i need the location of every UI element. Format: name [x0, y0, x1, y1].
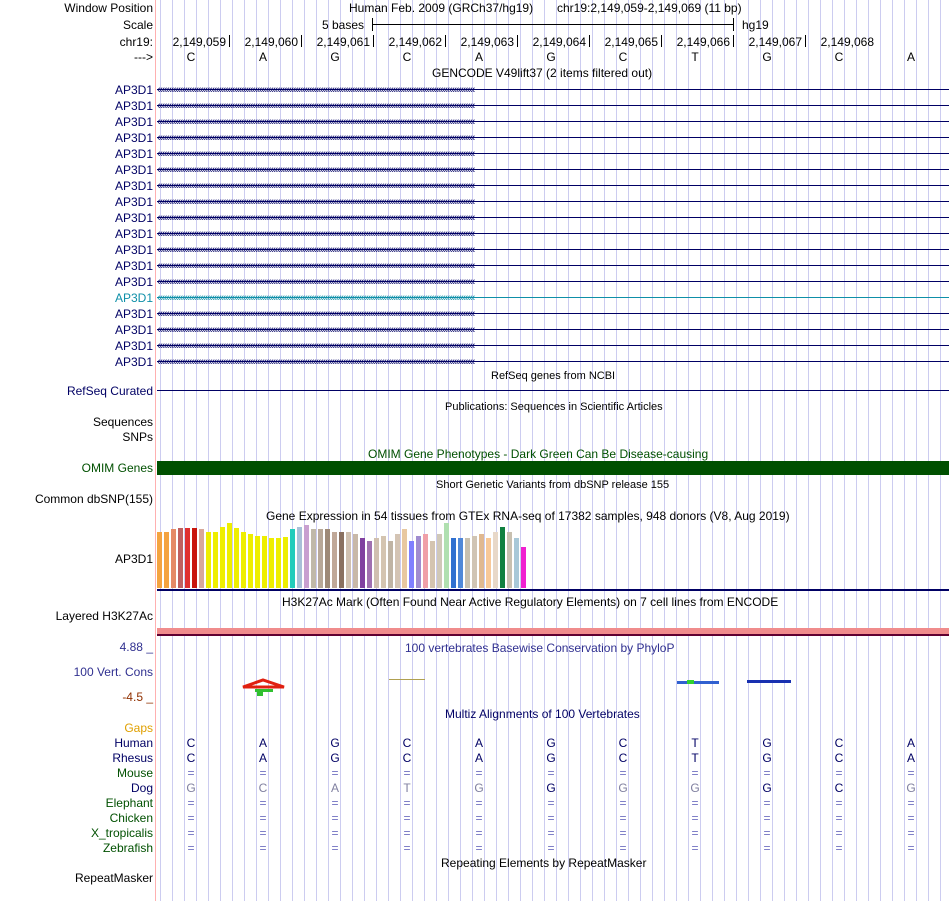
gtex-bar[interactable]	[402, 529, 407, 588]
alignment-base: =	[835, 811, 843, 825]
ruler-base: A	[474, 50, 483, 64]
alignment-base: =	[403, 766, 411, 780]
alignment-base: =	[619, 766, 627, 780]
gene-label[interactable]: AP3D1	[114, 259, 153, 273]
coordinate-tick	[229, 35, 230, 47]
alignment-base: =	[835, 841, 843, 855]
gtex-bar[interactable]	[206, 532, 211, 588]
phylop-small-1	[389, 679, 425, 680]
coordinate-label: 2,149,062	[388, 35, 442, 49]
alignment-base: A	[474, 736, 483, 750]
gtex-bar[interactable]	[360, 538, 365, 588]
gtex-bar[interactable]	[465, 538, 470, 588]
coordinate-tick	[589, 35, 590, 47]
alignment-base: A	[330, 781, 339, 795]
gtex-bar[interactable]	[444, 523, 449, 588]
coordinate-tick	[661, 35, 662, 47]
gene-label[interactable]: AP3D1	[114, 195, 153, 209]
gtex-bar[interactable]	[367, 541, 372, 588]
alignment-base: C	[834, 736, 844, 750]
gtex-bar[interactable]	[164, 532, 169, 588]
publications-title[interactable]: Publications: Sequences in Scientific Articles	[445, 401, 663, 413]
gtex-bar[interactable]	[514, 538, 519, 588]
alignment-base: =	[691, 826, 699, 840]
alignment-base: =	[763, 811, 771, 825]
gtex-bar[interactable]	[283, 537, 288, 588]
gene-strand-arrows[interactable]: ‹‹‹‹‹‹‹‹‹‹‹‹‹‹‹‹‹‹‹‹‹‹‹‹‹‹‹‹‹‹‹‹‹‹‹‹‹‹‹‹‹‹‹‹‹‹‹‹‹‹‹‹‹‹‹‹‹‹‹‹‹‹‹‹‹‹‹‹‹‹‹‹‹‹‹‹‹‹‹‹‹‹‹‹‹‹‹‹‹‹‹‹‹‹‹‹‹‹‹‹‹‹‹‹‹‹‹‹‹‹‹‹‹‹‹‹‹‹‹‹‹‹‹‹‹‹‹‹‹‹‹‹‹‹‹‹‹‹‹‹	[157, 292, 474, 304]
ruler-base: G	[546, 50, 556, 64]
species-label[interactable]: Chicken	[109, 811, 153, 825]
alignment-base: =	[691, 796, 699, 810]
phylop-peak-red	[243, 680, 284, 687]
gene-strand-arrows[interactable]: ‹‹‹‹‹‹‹‹‹‹‹‹‹‹‹‹‹‹‹‹‹‹‹‹‹‹‹‹‹‹‹‹‹‹‹‹‹‹‹‹‹‹‹‹‹‹‹‹‹‹‹‹‹‹‹‹‹‹‹‹‹‹‹‹‹‹‹‹‹‹‹‹‹‹‹‹‹‹‹‹‹‹‹‹‹‹‹‹‹‹‹‹‹‹‹‹‹‹‹‹‹‹‹‹‹‹‹‹‹‹‹‹‹‹‹‹‹‹‹‹‹‹‹‹‹‹‹‹‹‹‹‹‹‹‹‹‹‹‹‹	[157, 324, 474, 336]
h3k27ac-title[interactable]: H3K27Ac Mark (Often Found Near Active Regulatory Elements) on 7 cell lines from ENCODE	[282, 595, 779, 609]
alignment-base: =	[187, 766, 195, 780]
gene-strand-arrows[interactable]: ‹‹‹‹‹‹‹‹‹‹‹‹‹‹‹‹‹‹‹‹‹‹‹‹‹‹‹‹‹‹‹‹‹‹‹‹‹‹‹‹‹‹‹‹‹‹‹‹‹‹‹‹‹‹‹‹‹‹‹‹‹‹‹‹‹‹‹‹‹‹‹‹‹‹‹‹‹‹‹‹‹‹‹‹‹‹‹‹‹‹‹‹‹‹‹‹‹‹‹‹‹‹‹‹‹‹‹‹‹‹‹‹‹‹‹‹‹‹‹‹‹‹‹‹‹‹‹‹‹‹‹‹‹‹‹‹‹‹‹‹	[157, 308, 474, 320]
ruler-base: G	[330, 50, 340, 64]
alignment-base: =	[907, 811, 915, 825]
scale-bar	[372, 24, 733, 25]
ruler-base: C	[834, 50, 844, 64]
gtex-bar[interactable]	[451, 538, 456, 588]
gene-strand-arrows[interactable]: ‹‹‹‹‹‹‹‹‹‹‹‹‹‹‹‹‹‹‹‹‹‹‹‹‹‹‹‹‹‹‹‹‹‹‹‹‹‹‹‹‹‹‹‹‹‹‹‹‹‹‹‹‹‹‹‹‹‹‹‹‹‹‹‹‹‹‹‹‹‹‹‹‹‹‹‹‹‹‹‹‹‹‹‹‹‹‹‹‹‹‹‹‹‹‹‹‹‹‹‹‹‹‹‹‹‹‹‹‹‹‹‹‹‹‹‹‹‹‹‹‹‹‹‹‹‹‹‹‹‹‹‹‹‹‹‹‹‹‹‹	[157, 148, 474, 160]
coordinate-label: 2,149,060	[244, 35, 298, 49]
coordinate-label: 2,149,061	[316, 35, 370, 49]
alignment-base: =	[403, 796, 411, 810]
alignment-base: A	[906, 736, 915, 750]
ruler-base: A	[906, 50, 915, 64]
gtex-bar[interactable]	[199, 529, 204, 588]
alignment-base: =	[475, 766, 483, 780]
alignment-base: T	[691, 736, 699, 750]
gene-strand-arrows[interactable]: ‹‹‹‹‹‹‹‹‹‹‹‹‹‹‹‹‹‹‹‹‹‹‹‹‹‹‹‹‹‹‹‹‹‹‹‹‹‹‹‹‹‹‹‹‹‹‹‹‹‹‹‹‹‹‹‹‹‹‹‹‹‹‹‹‹‹‹‹‹‹‹‹‹‹‹‹‹‹‹‹‹‹‹‹‹‹‹‹‹‹‹‹‹‹‹‹‹‹‹‹‹‹‹‹‹‹‹‹‹‹‹‹‹‹‹‹‹‹‹‹‹‹‹‹‹‹‹‹‹‹‹‹‹‹‹‹‹‹‹‹	[157, 340, 474, 352]
alignment-base: =	[835, 796, 843, 810]
gene-strand-arrows[interactable]: ‹‹‹‹‹‹‹‹‹‹‹‹‹‹‹‹‹‹‹‹‹‹‹‹‹‹‹‹‹‹‹‹‹‹‹‹‹‹‹‹‹‹‹‹‹‹‹‹‹‹‹‹‹‹‹‹‹‹‹‹‹‹‹‹‹‹‹‹‹‹‹‹‹‹‹‹‹‹‹‹‹‹‹‹‹‹‹‹‹‹‹‹‹‹‹‹‹‹‹‹‹‹‹‹‹‹‹‹‹‹‹‹‹‹‹‹‹‹‹‹‹‹‹‹‹‹‹‹‹‹‹‹‹‹‹‹‹‹‹‹	[157, 356, 474, 368]
coordinate-tick	[517, 35, 518, 47]
alignment-base: =	[619, 841, 627, 855]
phylop-small-2	[677, 681, 719, 684]
coordinate-label: 2,149,065	[604, 35, 658, 49]
species-label[interactable]: Rhesus	[112, 751, 153, 765]
ruler-base: T	[691, 50, 699, 64]
gtex-baseline	[157, 589, 949, 591]
alignment-base: =	[691, 841, 699, 855]
gene-strand-arrows[interactable]: ‹‹‹‹‹‹‹‹‹‹‹‹‹‹‹‹‹‹‹‹‹‹‹‹‹‹‹‹‹‹‹‹‹‹‹‹‹‹‹‹‹‹‹‹‹‹‹‹‹‹‹‹‹‹‹‹‹‹‹‹‹‹‹‹‹‹‹‹‹‹‹‹‹‹‹‹‹‹‹‹‹‹‹‹‹‹‹‹‹‹‹‹‹‹‹‹‹‹‹‹‹‹‹‹‹‹‹‹‹‹‹‹‹‹‹‹‹‹‹‹‹‹‹‹‹‹‹‹‹‹‹‹‹‹‹‹‹‹‹‹	[157, 260, 474, 272]
phylop-small-2-dot	[687, 680, 694, 684]
gene-label[interactable]: AP3D1	[114, 163, 153, 177]
coordinate-label: 2,149,066	[676, 35, 730, 49]
alignment-base: =	[187, 796, 195, 810]
gtex-bar[interactable]	[304, 525, 309, 588]
gene-strand-arrows[interactable]: ‹‹‹‹‹‹‹‹‹‹‹‹‹‹‹‹‹‹‹‹‹‹‹‹‹‹‹‹‹‹‹‹‹‹‹‹‹‹‹‹‹‹‹‹‹‹‹‹‹‹‹‹‹‹‹‹‹‹‹‹‹‹‹‹‹‹‹‹‹‹‹‹‹‹‹‹‹‹‹‹‹‹‹‹‹‹‹‹‹‹‹‹‹‹‹‹‹‹‹‹‹‹‹‹‹‹‹‹‹‹‹‹‹‹‹‹‹‹‹‹‹‹‹‹‹‹‹‹‹‹‹‹‹‹‹‹‹‹‹‹	[157, 132, 474, 144]
gene-strand-arrows[interactable]: ‹‹‹‹‹‹‹‹‹‹‹‹‹‹‹‹‹‹‹‹‹‹‹‹‹‹‹‹‹‹‹‹‹‹‹‹‹‹‹‹‹‹‹‹‹‹‹‹‹‹‹‹‹‹‹‹‹‹‹‹‹‹‹‹‹‹‹‹‹‹‹‹‹‹‹‹‹‹‹‹‹‹‹‹‹‹‹‹‹‹‹‹‹‹‹‹‹‹‹‹‹‹‹‹‹‹‹‹‹‹‹‹‹‹‹‹‹‹‹‹‹‹‹‹‹‹‹‹‹‹‹‹‹‹‹‹‹‹‹‹	[157, 164, 474, 176]
alignment-base: =	[907, 841, 915, 855]
gtex-bar[interactable]	[234, 528, 239, 588]
species-label[interactable]: Dog	[130, 781, 153, 795]
alignment-base: G	[906, 781, 916, 795]
gtex-bar[interactable]	[311, 529, 316, 588]
gtex-bar[interactable]	[395, 534, 400, 588]
alignment-base: C	[186, 736, 196, 750]
gene-strand-arrows[interactable]: ‹‹‹‹‹‹‹‹‹‹‹‹‹‹‹‹‹‹‹‹‹‹‹‹‹‹‹‹‹‹‹‹‹‹‹‹‹‹‹‹‹‹‹‹‹‹‹‹‹‹‹‹‹‹‹‹‹‹‹‹‹‹‹‹‹‹‹‹‹‹‹‹‹‹‹‹‹‹‹‹‹‹‹‹‹‹‹‹‹‹‹‹‹‹‹‹‹‹‹‹‹‹‹‹‹‹‹‹‹‹‹‹‹‹‹‹‹‹‹‹‹‹‹‹‹‹‹‹‹‹‹‹‹‹‹‹‹‹‹‹	[157, 196, 474, 208]
gtex-bar[interactable]	[241, 532, 246, 588]
gtex-bar[interactable]	[325, 529, 330, 588]
alignment-base: =	[403, 811, 411, 825]
dbsnp-title[interactable]: Short Genetic Variants from dbSNP release 155	[436, 479, 670, 491]
alignment-base: =	[835, 766, 843, 780]
gtex-bar[interactable]	[192, 528, 197, 588]
alignment-base: A	[258, 751, 267, 765]
alignment-base: =	[763, 826, 771, 840]
gtex-bar[interactable]	[486, 538, 491, 588]
gene-label[interactable]: AP3D1	[114, 115, 153, 129]
gtex-bar[interactable]	[381, 536, 386, 588]
alignment-base: =	[259, 826, 267, 840]
alignment-base: G	[618, 781, 628, 795]
scale-text: 5 bases	[322, 18, 365, 32]
refseq-label[interactable]: RefSeq Curated	[66, 384, 153, 398]
gtex-bar[interactable]	[157, 532, 162, 588]
h3k27ac-baseline	[157, 634, 949, 636]
alignment-base: C	[258, 781, 268, 795]
alignment-base: =	[331, 841, 339, 855]
alignment-base: =	[907, 826, 915, 840]
gtex-bar[interactable]	[227, 523, 232, 588]
alignment-base: =	[547, 766, 555, 780]
gtex-bar[interactable]	[472, 536, 477, 588]
left-border	[155, 0, 156, 901]
coordinate-label: 2,149,068	[820, 35, 874, 49]
alignment-base: =	[259, 796, 267, 810]
alignment-base: =	[619, 826, 627, 840]
gene-strand-arrows[interactable]: ‹‹‹‹‹‹‹‹‹‹‹‹‹‹‹‹‹‹‹‹‹‹‹‹‹‹‹‹‹‹‹‹‹‹‹‹‹‹‹‹‹‹‹‹‹‹‹‹‹‹‹‹‹‹‹‹‹‹‹‹‹‹‹‹‹‹‹‹‹‹‹‹‹‹‹‹‹‹‹‹‹‹‹‹‹‹‹‹‹‹‹‹‹‹‹‹‹‹‹‹‹‹‹‹‹‹‹‹‹‹‹‹‹‹‹‹‹‹‹‹‹‹‹‹‹‹‹‹‹‹‹‹‹‹‹‹‹‹‹‹	[157, 276, 474, 288]
alignment-base: G	[762, 781, 772, 795]
gtex-bar[interactable]	[409, 541, 414, 588]
alignment-base: =	[331, 766, 339, 780]
coordinate-tick	[301, 35, 302, 47]
alignment-base: =	[331, 811, 339, 825]
phylop-peak-red-base	[243, 686, 284, 688]
ruler-base: C	[186, 50, 196, 64]
gtex-bar[interactable]	[353, 534, 358, 588]
gene-strand-arrows[interactable]: ‹‹‹‹‹‹‹‹‹‹‹‹‹‹‹‹‹‹‹‹‹‹‹‹‹‹‹‹‹‹‹‹‹‹‹‹‹‹‹‹‹‹‹‹‹‹‹‹‹‹‹‹‹‹‹‹‹‹‹‹‹‹‹‹‹‹‹‹‹‹‹‹‹‹‹‹‹‹‹‹‹‹‹‹‹‹‹‹‹‹‹‹‹‹‹‹‹‹‹‹‹‹‹‹‹‹‹‹‹‹‹‹‹‹‹‹‹‹‹‹‹‹‹‹‹‹‹‹‹‹‹‹‹‹‹‹‹‹‹‹	[157, 100, 474, 112]
gene-label[interactable]: AP3D1	[114, 211, 153, 225]
alignment-base: =	[547, 796, 555, 810]
repeatmasker-title[interactable]: Repeating Elements by RepeatMasker	[441, 856, 647, 870]
gene-label[interactable]: AP3D1	[114, 339, 153, 353]
h3k27ac-label[interactable]: Layered H3K27Ac	[55, 609, 153, 623]
phylop-title[interactable]: 100 vertebrates Basewise Conservation by PhyloP	[405, 641, 675, 655]
coordinate-tick	[373, 35, 374, 47]
alignment-base: =	[763, 841, 771, 855]
gencode-title[interactable]: GENCODE V49lift37 (2 items filtered out)	[432, 66, 653, 80]
alignment-base: G	[546, 781, 556, 795]
coordinate-label: 2,149,064	[532, 35, 586, 49]
gtex-bar[interactable]	[276, 538, 281, 588]
gtex-bar[interactable]	[437, 534, 442, 588]
repeatmasker-label[interactable]: RepeatMasker	[74, 871, 153, 885]
gtex-title[interactable]: Gene Expression in 54 tissues from GTEx RNA-seq of 17382 samples, 948 donors (V8, Aug 2019)	[266, 509, 790, 523]
alignment-base: G	[762, 736, 772, 750]
refseq-line[interactable]	[157, 390, 949, 391]
alignment-base: G	[690, 781, 700, 795]
gtex-bar[interactable]	[479, 534, 484, 588]
phylop-trough-green-dot	[257, 692, 263, 696]
ruler-base: G	[762, 50, 772, 64]
chr-label: chr19:	[119, 35, 153, 49]
assembly-text: Human Feb. 2009 (GRCh37/hg19)	[349, 1, 534, 15]
alignment-base: =	[763, 796, 771, 810]
alignment-base: C	[402, 751, 412, 765]
gene-label[interactable]: AP3D1	[114, 307, 153, 321]
alignment-base: =	[259, 766, 267, 780]
alignment-base: =	[835, 826, 843, 840]
db-text: hg19	[742, 18, 769, 32]
scale-bar-right-cap	[733, 18, 734, 31]
alignment-base: G	[186, 781, 196, 795]
gtex-bar[interactable]	[500, 527, 505, 588]
alignment-base: =	[187, 826, 195, 840]
gtex-bar[interactable]	[297, 527, 302, 588]
gtex-bar[interactable]	[178, 528, 183, 588]
alignment-base: A	[474, 751, 483, 765]
window-position-label: Window Position	[64, 1, 153, 15]
alignment-base: A	[906, 751, 915, 765]
gene-label[interactable]: AP3D1	[114, 83, 153, 97]
gtex-bar[interactable]	[262, 536, 267, 588]
alignment-base: =	[691, 811, 699, 825]
alignment-base: C	[618, 751, 628, 765]
gtex-bar[interactable]	[213, 532, 218, 588]
gtex-bar[interactable]	[458, 538, 463, 588]
gtex-bar[interactable]	[493, 532, 498, 588]
gtex-bar[interactable]	[374, 538, 379, 588]
gtex-bar[interactable]	[423, 534, 428, 588]
alignment-base: =	[907, 766, 915, 780]
gene-strand-arrows[interactable]: ‹‹‹‹‹‹‹‹‹‹‹‹‹‹‹‹‹‹‹‹‹‹‹‹‹‹‹‹‹‹‹‹‹‹‹‹‹‹‹‹‹‹‹‹‹‹‹‹‹‹‹‹‹‹‹‹‹‹‹‹‹‹‹‹‹‹‹‹‹‹‹‹‹‹‹‹‹‹‹‹‹‹‹‹‹‹‹‹‹‹‹‹‹‹‹‹‹‹‹‹‹‹‹‹‹‹‹‹‹‹‹‹‹‹‹‹‹‹‹‹‹‹‹‹‹‹‹‹‹‹‹‹‹‹‹‹‹‹‹‹	[157, 180, 474, 192]
omim-title[interactable]: OMIM Gene Phenotypes - Dark Green Can Be Disease-causing	[368, 447, 709, 461]
coordinate-tick	[445, 35, 446, 47]
gene-label[interactable]: AP3D1	[114, 243, 153, 257]
refseq-title[interactable]: RefSeq genes from NCBI	[491, 370, 616, 382]
phylop-min-label: -4.5 _	[122, 690, 153, 704]
gene-label[interactable]: AP3D1	[114, 275, 153, 289]
coordinate-tick	[805, 35, 806, 47]
alignment-base: C	[834, 751, 844, 765]
ruler-base: C	[402, 50, 412, 64]
alignment-base: =	[259, 841, 267, 855]
phylop-small-3	[747, 680, 791, 683]
alignment-base: =	[403, 826, 411, 840]
phylop-max-label: 4.88 _	[119, 640, 153, 654]
alignment-base: C	[186, 751, 196, 765]
publications-label-line1[interactable]: Sequences	[92, 415, 153, 429]
alignment-base: =	[187, 841, 195, 855]
gene-label[interactable]: AP3D1	[114, 131, 153, 145]
alignment-base: G	[330, 736, 340, 750]
coordinate-label: 2,149,059	[172, 35, 226, 49]
dbsnp-label[interactable]: Common dbSNP(155)	[34, 492, 153, 506]
alignment-base: =	[547, 841, 555, 855]
species-label[interactable]: X_tropicalis	[90, 826, 153, 840]
gtex-bar[interactable]	[248, 534, 253, 588]
alignment-base: C	[834, 781, 844, 795]
gaps-label: Gaps	[124, 721, 153, 735]
omim-label[interactable]: OMIM Genes	[81, 461, 153, 475]
publications-label-line2[interactable]: SNPs	[122, 430, 153, 444]
gtex-bar[interactable]	[507, 532, 512, 588]
gtex-bar[interactable]	[346, 532, 351, 588]
gtex-bar[interactable]	[430, 541, 435, 588]
alignment-base: G	[546, 736, 556, 750]
ruler-base: A	[258, 50, 267, 64]
species-label[interactable]: Elephant	[105, 796, 153, 810]
gtex-bar[interactable]	[171, 529, 176, 588]
alignment-base: A	[258, 736, 267, 750]
alignment-base: =	[187, 811, 195, 825]
gene-label[interactable]: AP3D1	[114, 147, 153, 161]
alignment-base: =	[475, 811, 483, 825]
alignment-base: =	[907, 796, 915, 810]
gtex-label[interactable]: AP3D1	[114, 552, 153, 566]
gtex-bar[interactable]	[388, 541, 393, 588]
species-label[interactable]: Human	[114, 736, 153, 750]
alignment-base: T	[691, 751, 699, 765]
gene-label[interactable]: AP3D1	[114, 227, 153, 241]
alignment-base: =	[619, 811, 627, 825]
alignment-base: G	[762, 751, 772, 765]
scale-label: Scale	[122, 18, 153, 32]
omim-bar[interactable]	[157, 461, 949, 475]
alignment-base: =	[691, 766, 699, 780]
phylop-trough-green	[255, 689, 273, 692]
gtex-bar[interactable]	[318, 529, 323, 588]
gene-strand-arrows[interactable]: ‹‹‹‹‹‹‹‹‹‹‹‹‹‹‹‹‹‹‹‹‹‹‹‹‹‹‹‹‹‹‹‹‹‹‹‹‹‹‹‹‹‹‹‹‹‹‹‹‹‹‹‹‹‹‹‹‹‹‹‹‹‹‹‹‹‹‹‹‹‹‹‹‹‹‹‹‹‹‹‹‹‹‹‹‹‹‹‹‹‹‹‹‹‹‹‹‹‹‹‹‹‹‹‹‹‹‹‹‹‹‹‹‹‹‹‹‹‹‹‹‹‹‹‹‹‹‹‹‹‹‹‹‹‹‹‹‹‹‹‹	[157, 228, 474, 240]
strand-arrow-label: --->	[134, 50, 153, 64]
species-label[interactable]: Zebrafish	[102, 841, 153, 855]
gtex-bar[interactable]	[220, 527, 225, 588]
gtex-bar[interactable]	[255, 536, 260, 588]
gtex-bar[interactable]	[339, 532, 344, 588]
alignment-base: =	[475, 841, 483, 855]
coordinate-label: 2,149,067	[748, 35, 802, 49]
coordinate-label: 2,149,063	[460, 35, 514, 49]
alignment-base: G	[546, 751, 556, 765]
gene-strand-arrows[interactable]: ‹‹‹‹‹‹‹‹‹‹‹‹‹‹‹‹‹‹‹‹‹‹‹‹‹‹‹‹‹‹‹‹‹‹‹‹‹‹‹‹‹‹‹‹‹‹‹‹‹‹‹‹‹‹‹‹‹‹‹‹‹‹‹‹‹‹‹‹‹‹‹‹‹‹‹‹‹‹‹‹‹‹‹‹‹‹‹‹‹‹‹‹‹‹‹‹‹‹‹‹‹‹‹‹‹‹‹‹‹‹‹‹‹‹‹‹‹‹‹‹‹‹‹‹‹‹‹‹‹‹‹‹‹‹‹‹‹‹‹‹	[157, 84, 474, 96]
gtex-bar[interactable]	[185, 528, 190, 588]
alignment-base: C	[618, 736, 628, 750]
gtex-bar[interactable]	[269, 538, 274, 588]
gtex-bar[interactable]	[332, 532, 337, 588]
alignment-base: =	[331, 826, 339, 840]
species-label[interactable]: Mouse	[116, 766, 153, 780]
alignment-base: G	[474, 781, 484, 795]
phylop-label[interactable]: 100 Vert. Cons	[73, 665, 153, 679]
multiz-title[interactable]: Multiz Alignments of 100 Vertebrates	[445, 707, 640, 721]
gene-label[interactable]: AP3D1	[114, 99, 153, 113]
gtex-bar[interactable]	[521, 547, 526, 588]
alignment-base: =	[547, 826, 555, 840]
gene-label[interactable]: AP3D1	[114, 323, 153, 337]
gtex-bar[interactable]	[290, 529, 295, 588]
gene-label[interactable]: AP3D1	[114, 291, 153, 305]
alignment-base: =	[475, 796, 483, 810]
alignment-base: C	[402, 736, 412, 750]
coordinate-tick	[733, 35, 734, 47]
alignment-base: =	[763, 766, 771, 780]
alignment-base: =	[475, 826, 483, 840]
scale-bar-left-cap	[372, 18, 373, 31]
gene-strand-arrows[interactable]: ‹‹‹‹‹‹‹‹‹‹‹‹‹‹‹‹‹‹‹‹‹‹‹‹‹‹‹‹‹‹‹‹‹‹‹‹‹‹‹‹‹‹‹‹‹‹‹‹‹‹‹‹‹‹‹‹‹‹‹‹‹‹‹‹‹‹‹‹‹‹‹‹‹‹‹‹‹‹‹‹‹‹‹‹‹‹‹‹‹‹‹‹‹‹‹‹‹‹‹‹‹‹‹‹‹‹‹‹‹‹‹‹‹‹‹‹‹‹‹‹‹‹‹‹‹‹‹‹‹‹‹‹‹‹‹‹‹‹‹‹	[157, 244, 474, 256]
alignment-base: G	[330, 751, 340, 765]
alignment-base: T	[403, 781, 411, 795]
alignment-base: =	[619, 796, 627, 810]
phylop-signal[interactable]	[157, 670, 949, 700]
alignment-base: =	[547, 811, 555, 825]
gene-strand-arrows[interactable]: ‹‹‹‹‹‹‹‹‹‹‹‹‹‹‹‹‹‹‹‹‹‹‹‹‹‹‹‹‹‹‹‹‹‹‹‹‹‹‹‹‹‹‹‹‹‹‹‹‹‹‹‹‹‹‹‹‹‹‹‹‹‹‹‹‹‹‹‹‹‹‹‹‹‹‹‹‹‹‹‹‹‹‹‹‹‹‹‹‹‹‹‹‹‹‹‹‹‹‹‹‹‹‹‹‹‹‹‹‹‹‹‹‹‹‹‹‹‹‹‹‹‹‹‹‹‹‹‹‹‹‹‹‹‹‹‹‹‹‹‹	[157, 116, 474, 128]
ruler-base: C	[618, 50, 628, 64]
alignment-base: =	[259, 811, 267, 825]
gene-label[interactable]: AP3D1	[114, 355, 153, 369]
gene-label[interactable]: AP3D1	[114, 179, 153, 193]
alignment-base: =	[403, 841, 411, 855]
gene-strand-arrows[interactable]: ‹‹‹‹‹‹‹‹‹‹‹‹‹‹‹‹‹‹‹‹‹‹‹‹‹‹‹‹‹‹‹‹‹‹‹‹‹‹‹‹‹‹‹‹‹‹‹‹‹‹‹‹‹‹‹‹‹‹‹‹‹‹‹‹‹‹‹‹‹‹‹‹‹‹‹‹‹‹‹‹‹‹‹‹‹‹‹‹‹‹‹‹‹‹‹‹‹‹‹‹‹‹‹‹‹‹‹‹‹‹‹‹‹‹‹‹‹‹‹‹‹‹‹‹‹‹‹‹‹‹‹‹‹‹‹‹‹‹‹‹	[157, 212, 474, 224]
position-text: chr19:2,149,059-2,149,069 (11 bp)	[557, 1, 742, 15]
alignment-base: =	[331, 796, 339, 810]
gtex-bar[interactable]	[416, 536, 421, 588]
